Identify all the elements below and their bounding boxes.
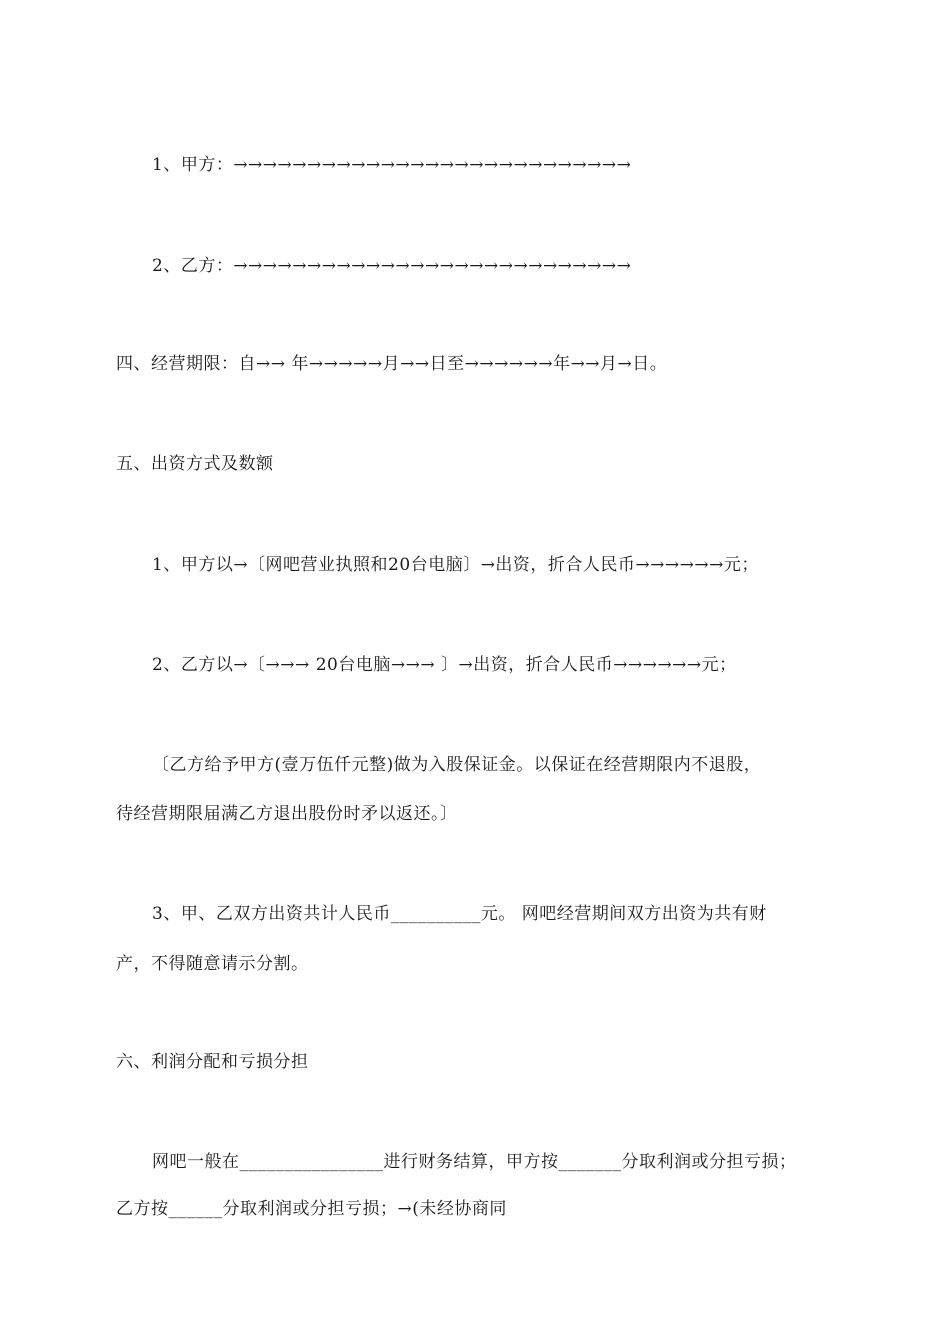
section-six-heading: 六、利润分配和亏损分担 <box>116 1052 309 1072</box>
total-contribution-line1: 3、甲、乙双方出资共计人民币__________元。 网吧经营期间双方出资为共有财 <box>152 904 767 924</box>
party-a-contribution: 1、甲方以→〔网吧营业执照和20台电脑〕→出资，折合人民币→→→→→→元； <box>152 555 759 575</box>
party-b-contribution: 2、乙方以→〔→→→ 20台电脑→→→ 〕→出资，折合人民币→→→→→→元； <box>152 655 737 675</box>
party-a-line: 1、甲方：→→→→→→→→→→→→→→→→→→→→→→→→→→→ <box>152 155 632 175</box>
profit-line2: 乙方按______分取利润或分担亏损；→(未经协商同 <box>116 1199 507 1219</box>
deposit-note-line1: 〔乙方给予甲方(壹万伍仟元整)做为入股保证金。以保证在经营期限内不退股， <box>152 755 762 775</box>
deposit-note-line2: 待经营期限届满乙方退出股份时矛以返还。〕 <box>116 804 458 824</box>
section-five-heading: 五、出资方式及数额 <box>116 454 274 474</box>
term-line: 四、经营期限：自→→ 年→→→→→月→→日至→→→→→→年→→月→日。 <box>116 354 668 374</box>
party-b-line: 2、乙方：→→→→→→→→→→→→→→→→→→→→→→→→→→→ <box>152 256 632 276</box>
profit-line1: 网吧一般在________________进行财务结算，甲方按_______分取利润或分担亏损； <box>152 1152 797 1172</box>
total-contribution-line2: 产，不得随意请示分割。 <box>116 954 309 974</box>
